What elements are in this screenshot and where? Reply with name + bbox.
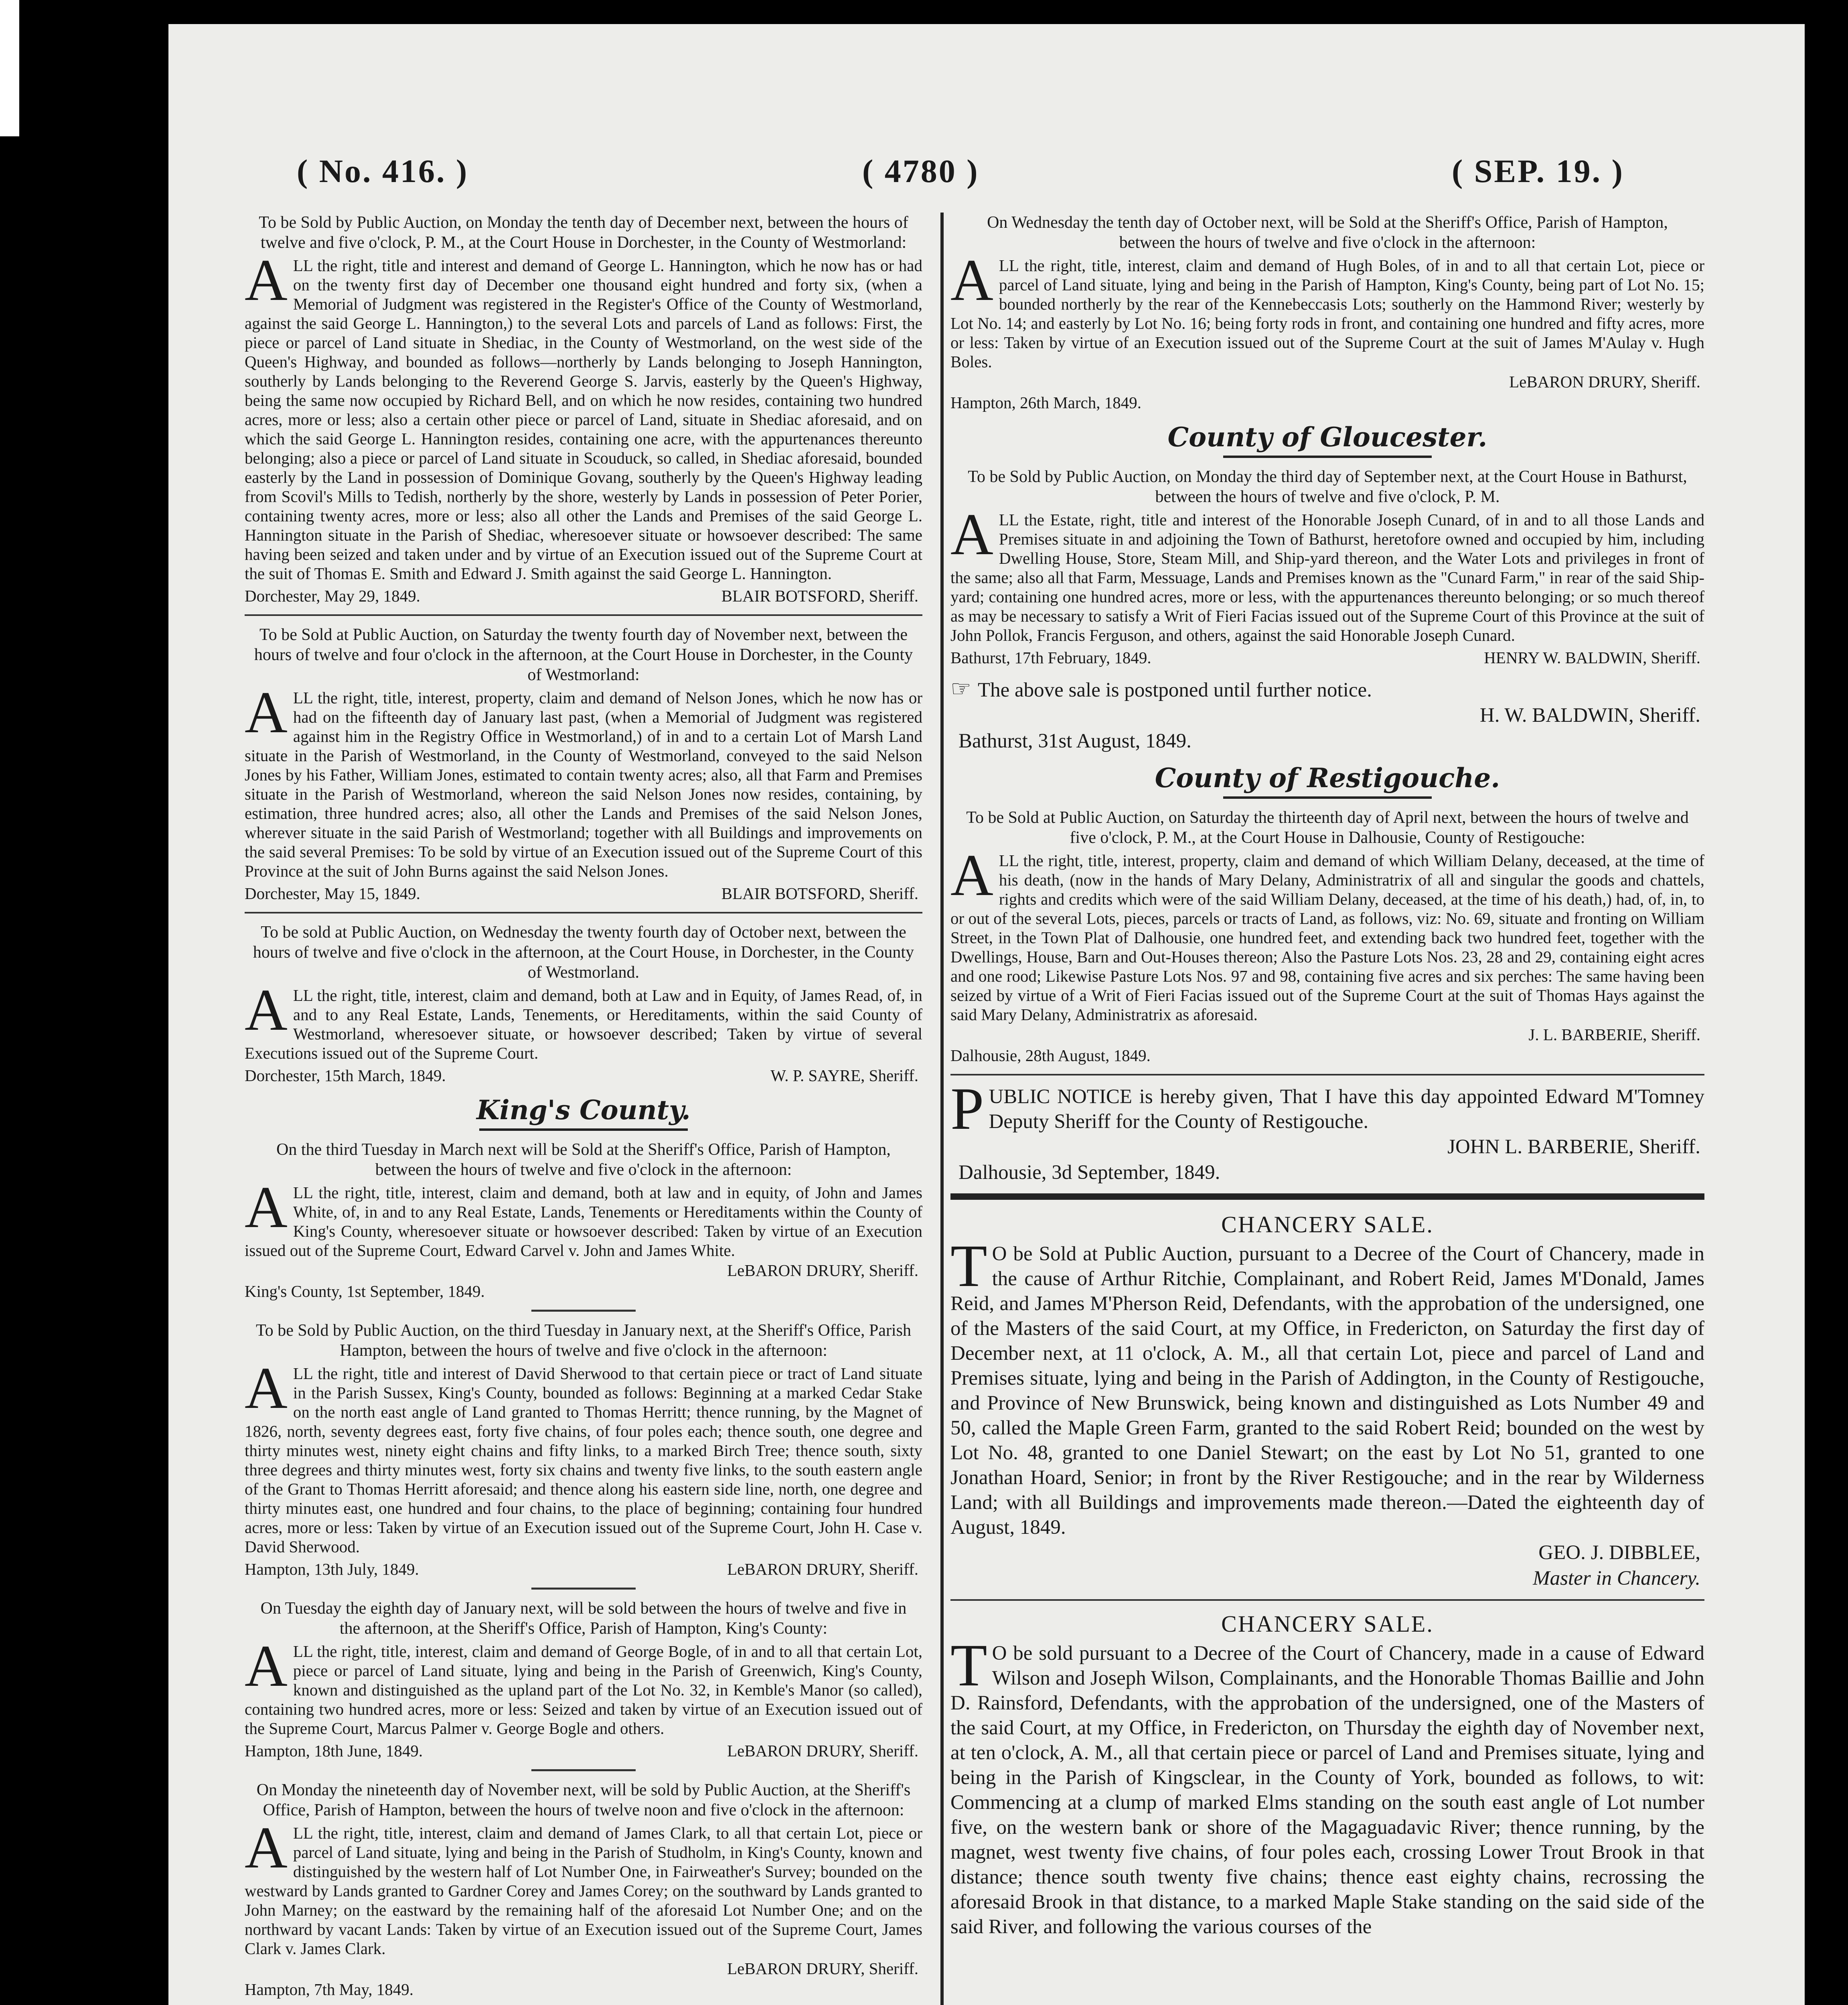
right-column	[950, 213, 1704, 1947]
ad-intro: To be Sold at Public Auction, on Saturday the twenty fourth day of November next, between the hours of twelve and four o'clock in the afternoon, at the Court House in Dorchester, in the County of Westmorland:	[254, 626, 913, 684]
ad-intro: To be Sold by Public Auction, on Monday the tenth day of December next, between the hours of twelve and five o'clock, P. M., at the Court House in Dorchester, in the County of Westmorland:	[259, 213, 908, 252]
drop-cap: A	[245, 977, 288, 1043]
column-divider	[940, 213, 944, 2005]
heading-rule	[1223, 796, 1432, 799]
drop-cap: T	[950, 1233, 987, 1299]
drop-cap: T	[950, 1632, 987, 1699]
chancery-sale-ritchie	[950, 1210, 1704, 1591]
short-rule	[531, 1588, 636, 1590]
chancery-signer-title: Master in Chancery.	[1533, 1567, 1700, 1590]
chancery-title: CHANCERY SALE.	[1221, 1211, 1434, 1237]
chancery-signer: GEO. J. DIBBLEE,	[1538, 1541, 1700, 1564]
thick-separator-rule	[950, 1193, 1704, 1200]
ad-body: ALL the right, title, interest, claim and demand of George Bogle, of in and to all that certain Lot, piece or parcel of Land situate, lying and being in the Parish of Greenwich, King's County, known and distinguished as the upland part of the Lot No. 32, in Kemble's Manor (so called), containing two hundred acres, more or less: Seized and taken by virtue of an Execution issued out of the Supreme Court, Marcus Palmer v. George Bogle and others.	[245, 1633, 922, 1738]
ad-intro: On Tuesday the eighth day of January next, will be sold between the hours of twelve and five in the afternoon, at the Sheriff's Office, Parish of Hampton, King's County:	[260, 1599, 907, 1638]
ad-sheriff: BLAIR BOTSFORD, Sheriff.	[721, 884, 918, 903]
ad-body: ALL the right, title, interest, property, claim and demand of Nelson Jones, which he now has or had on the fifteenth day of January last past, (when a Memorial of Judgment was registered against him in the Registry Office in Westmorland,) of in and to a certain Lot of Marsh Land situate in the Parish of Westmorland, in the County of Westmorland, conveyed to the said Nelson Jones by his Father, William Jones, estimated to contain twenty acres; also, all that Farm and Premises situate in the Parish of Westmorland, whereon the said Nelson Jones now resides, containing, by estimation, three hundred acres; also, all other the Lands and Premises of the said Nelson Jones, wherever situate in the said Parish of Westmorland; together with all Buildings and improvements on the said several Premises: To be sold by virtue of an Execution issued out of the Supreme Court of this Province at the suit of John Burns against the said Nelson Jones.	[245, 680, 922, 880]
drop-cap: A	[245, 680, 288, 745]
ad-body: ALL the right, title and interest and demand of George L. Hannington, which he now has or had on the twenty first day of December one thousand eight hundred and forty six, (when a Memorial of Judgment was registered in the Register's Office of the County of Westmorland, against the said George L. Hannington,) to the several Lots and parcels of Land as follows: First, the piece or parcel of Land situate in Shediac, in the County of Westmorland, on the west side of the Queen's Highway, and bounded as follows—northerly by Lands belonging to Joseph Hannington, southerly by Lands belonging to the Reverend George S. Jarvis, easterly by the Queen's Highway, being the same now occupied by Richard Bell, and on which he now resides, containing two hundred acres, more or less; also a certain other piece or parcel of Land, situate in Shediac aforesaid, and on which the said George L. Hannington resides, containing one acre, with the appurtenances thereunto belonging; also a piece or parcel of Land situate in Scouduck, so called, in Shediac aforesaid, bounded easterly by the Land in possession of Dominique Govang, southerly by the Queen's Highway leading from Scovil's Mills to Tedish, northerly by the shore, westerly by Lands in possession of Peter Porier, containing twenty acres, more or less; also all other the Lands and Premises of the said George L. Hannington situate in the Parish of Shediac, wheresoever situate or howsoever described: The same having been seized and taken under and by virtue of an Execution issued out of the Supreme Court at the suit of Thomas E. Smith and Edward J. Smith against the said George L. Hannington.	[245, 247, 922, 583]
ad-sheriff: LeBARON DRURY, Sheriff.	[1509, 373, 1700, 391]
county-heading-gloucester: County of Gloucester.	[1167, 421, 1487, 453]
ad-body: ALL the right, title, interest, property, claim and demand of which William Delany, deceased, at the time of his death, (now in the hands of Mary Delany, Administratrix of all and singular the goods and chattels, rights and credits which were of the said William Delany, deceased, at the time of his death,) had, of, in, to or out of the several Lots, pieces, parcels or tracts of Land, as follows, viz: No. 69, situate and fronting on William Street, in the Town Plat of Dalhousie, one hundred feet, and extending back two hundred feet, together with the Dwellings, House, Barn and Out-Houses thereon; Also the Pasture Lots Nos. 23, 28 and 29, containing eight acres and one rood; Likewise Pasture Lots Nos. 97 and 98, containing five acres and six perches: The same having been seized by virtue of a Writ of Fieri Facias issued out of the Supreme Court at the suit of Thomas Hays against the said Mary Delany, Administratrix as aforesaid.	[950, 843, 1704, 1024]
ad-signature	[950, 647, 1704, 668]
ad-sheriff: W. P. SAYRE, Sheriff.	[770, 1066, 918, 1085]
ad-boles	[950, 213, 1704, 413]
ad-signature	[245, 883, 922, 904]
ad-white	[245, 1140, 922, 1302]
heading-rule	[1223, 456, 1432, 458]
ad-bogle	[245, 1598, 922, 1761]
ad-date: Hampton, 26th March, 1849.	[950, 393, 1141, 412]
chancery-title: CHANCERY SALE.	[1221, 1611, 1434, 1637]
ad-date: Dorchester, 15th March, 1849.	[245, 1066, 446, 1085]
ad-nelson-jones	[245, 625, 922, 904]
postponement-text: ☞ The above sale is postponed until further notice.	[950, 676, 1372, 702]
ad-intro: On the third Tuesday in March next will be Sold at the Sheriff's Office, Parish of Hampton, between the hours of twelve and five o'clock in the afternoon:	[276, 1140, 891, 1179]
ad-date: Dalhousie, 28th August, 1849.	[950, 1046, 1151, 1065]
drop-cap: A	[950, 247, 993, 313]
chancery-body: T O be sold pursuant to a Decree of the Court of Chancery, made in a cause of Edward Wilson and Joseph Wilson, Complainants, and the Honorable Thomas Baillie and John D. Rainsford, Defendants, with the approbation of the undersigned, one of the Masters of the said Court, at my Office, in Fredericton, on Thursday the eighth day of November next, at ten o'clock, A. M., all that certain piece or parcel of Land and Premises situate, lying and being in the Parish of Kingsclear, in the County of York, bounded as follows, to wit: Commencing at a clump of marked Elms standing on the south east angle of Lot number five, on the western bank or shore of the Magaguadavic River; thence running, by the magnet, west twenty five chains, of four poles each, crossing Lower Trout Brook in that distance; thence south twenty five chains; thence east eighty chains, recrossing the aforesaid Brook in that distance, to a marked Maple Stake standing on the said side of the said River, and following the various courses of the	[950, 1632, 1704, 1938]
ad-sheriff: LeBARON DRURY, Sheriff.	[727, 1560, 918, 1578]
ad-date: Hampton, 18th June, 1849.	[245, 1742, 423, 1760]
ad-cunard	[950, 467, 1704, 668]
ad-date: Bathurst, 17th February, 1849.	[950, 648, 1151, 667]
ad-intro: To be Sold at Public Auction, on Saturday the thirteenth day of April next, between the hours of twelve and five o'clock, P. M., at the Court House in Dalhousie, County of Restigouche:	[966, 808, 1689, 847]
public-notice-date: Dalhousie, 3d September, 1849.	[958, 1161, 1220, 1184]
ad-body: ALL the right, title, interest, claim and demand of Hugh Boles, of in and to all that certain Lot, piece or parcel of Land situate, lying and being in the Parish of Hampton, King's County, being part of Lot No. 15; bounded northerly by the rear of the Kennebeccasis Lots; southerly on the Hammond River; westerly by Lot No. 14; and easterly by Lot No. 16; being forty rods in front, and containing one hundred and fifty acres, more or less: Taken by virtue of an Execution issued out of the Supreme Court at the suit of James M'Aulay v. Hugh Boles.	[950, 247, 1704, 371]
short-rule	[531, 1310, 636, 1312]
drop-cap: A	[245, 1175, 288, 1240]
left-column	[245, 213, 922, 2005]
ad-sheriff: LeBARON DRURY, Sheriff.	[727, 1261, 918, 1280]
public-notice-body: PUBLIC NOTICE is hereby given, That I have this day appointed Edward M'Tomney Deputy Sheriff for the County of Restigouche.	[950, 1075, 1704, 1142]
ad-sheriff: HENRY W. BALDWIN, Sheriff.	[1484, 648, 1700, 667]
separator-rule	[245, 614, 922, 616]
newspaper-page	[168, 24, 1805, 2005]
separator-rule	[950, 1599, 1704, 1601]
heading-rule	[479, 1128, 688, 1131]
ad-sheriff: BLAIR BOTSFORD, Sheriff.	[721, 587, 918, 605]
public-notice	[950, 1075, 1704, 1185]
ad-body: ALL the right, title, interest, claim and demand, both at law and in equity, of John and James White, of, in and to any Real Estate, Lands, Tenements or Hereditaments within the County of King's County, wheresoever situate or howsoever described: Taken by virtue of an Execution issued out of the Supreme Court, Edward Carvel v. John and James White.	[245, 1175, 922, 1260]
ad-intro: On Wednesday the tenth day of October next, will be Sold at the Sheriff's Office, Parish of Hampton, between the hours of twelve and five o'clock in the afternoon:	[987, 213, 1668, 252]
page-header	[168, 152, 1805, 196]
drop-cap: A	[245, 1815, 288, 1881]
chancery-sale-wilson	[950, 1610, 1704, 1939]
drop-cap: A	[245, 247, 288, 313]
ad-body: ALL the Estate, right, title and interest of the Honorable Joseph Cunard, of in and to all those Lands and Premises situate in and adjoining the Town of Bathurst, heretofore owned and occupied by him, including Dwelling House, Store, Steam Mill, and Ship-yard thereon, and the Water Lots and privileges in front of the same; also all that Farm, Messuage, Lands and Premises known as the "Cunard Farm," in rear of the said Ship-yard; containing one hundred acres, more or less, with the appurtenances thereunto belonging; or so much thereof as may be necessary to satisfy a Writ of Fieri Facias issued out of the Supreme Court of this Province at the suit of John Pollok, Francis Ferguson, and others, against the said Honorable Joseph Cunard.	[950, 502, 1704, 644]
ad-body: ALL the right, title and interest of David Sherwood to that certain piece or tract of Land situate in the Parish Sussex, King's County, bounded as follows: Beginning at a marked Cedar Stake on the north east angle of Land granted to Thomas Herritt; thence running, by the Magnet of 1826, north, seventy degrees east, forty five chains, of four poles each; thence south, one degree and thirty minutes west, ninety eight chains and fifty links, to a marked Birch Tree; thence south, sixty three degrees and thirty minutes west, forty six chains and twenty five links, to the south eastern angle of the Grant to Thomas Herritt aforesaid; and thence along his eastern side line, north, one degree and thirty minutes east, one hundred and four chains, to the place of beginning; containing four hundred acres, more or less: Taken by virtue of an Execution issued out of the Supreme Court, John H. Case v. David Sherwood.	[245, 1355, 922, 1556]
drop-cap: A	[950, 843, 993, 908]
ad-body: ALL the right, title, interest, claim and demand, both at Law and in Equity, of James Read, of, in and to any Real Estate, Lands, Tenements, or Hereditaments, within the said County of Westmorland, wheresoever situate, or howsoever described; Taken by virtue of several Executions issued out of the Supreme Court.	[245, 977, 922, 1062]
separator-rule	[950, 1074, 1704, 1075]
county-heading-kings: King's County.	[476, 1094, 691, 1126]
ad-date: Hampton, 7th May, 1849.	[245, 1980, 413, 1999]
page-number: ( 4780 )	[862, 153, 979, 189]
ad-intro: On Monday the nineteenth day of November next, will be sold by Public Auction, at the Sheriff's Office, Parish of Hampton, between the hours of twelve noon and five o'clock in the afternoon:	[256, 1781, 911, 1819]
ad-sheriff: LeBARON DRURY, Sheriff.	[727, 1742, 918, 1760]
issue-number: ( No. 416. )	[297, 153, 469, 189]
county-heading-restigouche: County of Restigouche.	[1155, 762, 1500, 794]
ad-date: Dorchester, May 15, 1849.	[245, 884, 420, 903]
chancery-body: T O be Sold at Public Auction, pursuant to a Decree of the Court of Chancery, made in the cause of Arthur Ritchie, Complainant, and Robert Reid, James M'Donald, James Reid, and James M'Pherson Reid, Defendants, with the approbation of the undersigned, one of the Masters of the said Court, at my Office, in Fredericton, on Saturday the first day of December next, at 11 o'clock, A. M., all that certain Lot, piece and parcel of Land and Premises situate, lying and being in the Parish of Addington, in the County of Restigouche, and Province of New Brunswick, being known and distinguished as Lots Number 49 and 50, called the Maple Green Farm, granted to the said Robert Reid; bounded on the west by Lot No. 48, granted to one Daniel Stewart; on the east by Lot No 51, granted to one Jonathan Hoard, Senior; in front by the River Restigouche; and in the rear by Wilderness Land; with all Buildings and improvements made thereon.—Dated the eighteenth day of August, 1849.	[950, 1233, 1704, 1539]
ad-delany	[950, 808, 1704, 1066]
ad-hannington	[245, 213, 922, 606]
ad-signature	[245, 1559, 922, 1580]
ad-signature	[245, 1065, 922, 1086]
ad-sheriff: J. L. BARBERIE, Sheriff.	[1528, 1025, 1700, 1044]
drop-cap: P	[950, 1075, 984, 1142]
ad-intro: To be Sold by Public Auction, on the third Tuesday in January next, at the Sheriff's Office, Parish Hampton, between the hours of twelve and five o'clock in the afternoon:	[256, 1321, 911, 1360]
separator-rule	[245, 912, 922, 913]
ad-date: Dorchester, May 29, 1849.	[245, 587, 420, 605]
pointing-hand-icon: ☞	[950, 676, 971, 702]
drop-cap: A	[950, 502, 993, 567]
postponement-date: Bathurst, 31st August, 1849.	[958, 730, 1191, 752]
scan-edge-mark	[0, 0, 19, 136]
ad-date: King's County, 1st September, 1849.	[245, 1282, 485, 1300]
ad-clark	[245, 1780, 922, 2000]
drop-cap: A	[245, 1633, 288, 1699]
postponement-notice	[950, 676, 1704, 754]
ad-james-read	[245, 922, 922, 1086]
ad-signature	[245, 1740, 922, 1761]
short-rule	[531, 1769, 636, 1771]
issue-date: ( SEP. 19. )	[1452, 153, 1624, 189]
ad-intro: To be sold at Public Auction, on Wednesday the twenty fourth day of October next, between the hours of twelve and five o'clock in the afternoon, at the Court House, in Dorchester, in the County of Westmorland.	[253, 923, 914, 982]
ad-sherwood	[245, 1320, 922, 1580]
ad-signature	[245, 585, 922, 606]
ad-body: ALL the right, title, interest, claim and demand of James Clark, to all that certain Lot, piece or parcel of Land situate, lying and being in the Parish of Studholm, in King's County, known and distinguished by the western half of Lot Number One, in Fairweather's Survey; bounded on the westward by Lands granted to Gardner Corey and James Corey; on the southward by Lands granted to John Marney; on the eastward by the remaining half of the aforesaid Lot Number One; and on the northward by vacant Lands: Taken by virtue of an Execution issued out of the Supreme Court, James Clark v. James Clark.	[245, 1815, 922, 1958]
public-notice-sheriff: JOHN L. BARBERIE, Sheriff.	[1447, 1136, 1700, 1158]
ad-sheriff: LeBARON DRURY, Sheriff.	[727, 1959, 918, 1978]
drop-cap: A	[245, 1355, 288, 1421]
ad-date: Hampton, 13th July, 1849.	[245, 1560, 419, 1578]
ad-intro: To be Sold by Public Auction, on Monday the third day of September next, at the Court House in Bathurst, between the hours of twelve and five o'clock, P. M.	[968, 468, 1687, 506]
postponement-sheriff: H. W. BALDWIN, Sheriff.	[1479, 704, 1700, 727]
